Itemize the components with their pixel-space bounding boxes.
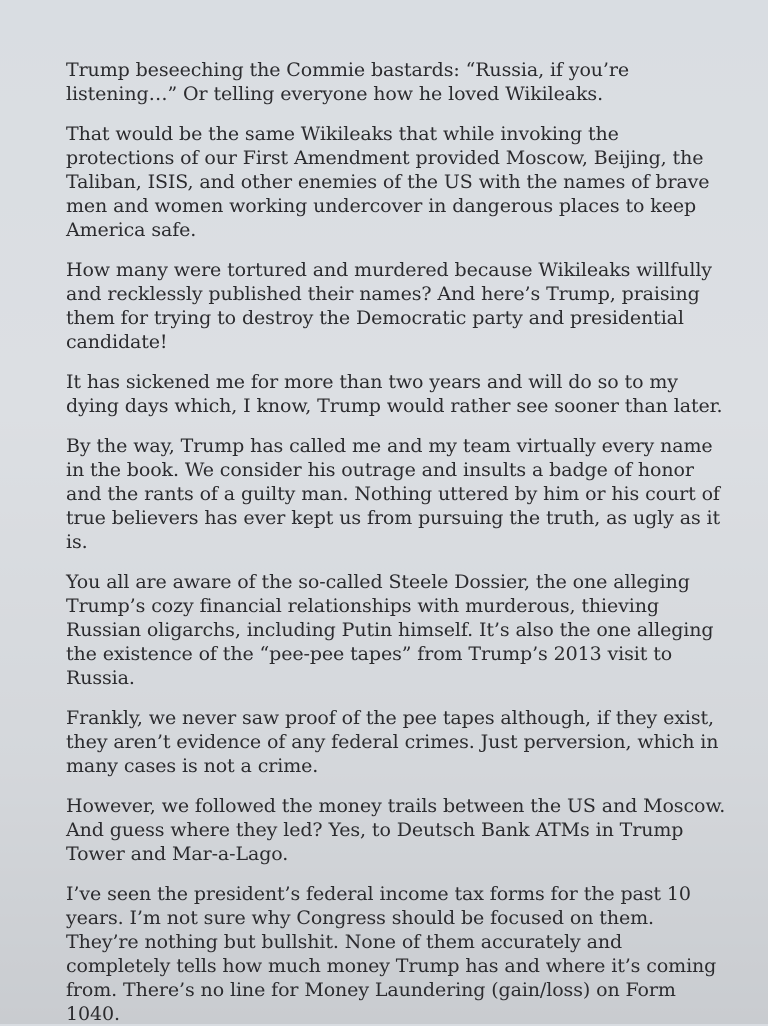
paragraph-1: Trump beseeching the Commie bastards: “Russia, if you’re listening…” Or telling everyone how he loved Wikileaks.: [66, 59, 629, 105]
paragraph-9: I’ve seen the president’s federal income tax forms for the past 10 years. I’m not sure why Congress should be focused on them. They’re nothing but bullshit. None of them accurately and completely tells how much money Trump has and where it’s coming from. There’s no line for Money Laundering (gain/loss) on Form 1040.: [66, 883, 717, 1025]
paragraph-2: That would be the same Wikileaks that while invoking the protections of our First Amendment provided Moscow, Beijing, the Taliban, ISIS, and other enemies of the US with the names of brave men and women working undercover in dangerous places to keep America safe.: [66, 123, 710, 241]
paragraph-3: How many were tortured and murdered because Wikileaks willfully and recklessly published their names? And here’s Trump, praising them for trying to destroy the Democratic party and presidential candidate!: [66, 259, 712, 353]
paragraph-8: However, we followed the money trails between the US and Moscow. And guess where they led? Yes, to Deutsch Bank ATMs in Trump Tower and Mar-a-Lago.: [66, 795, 726, 865]
paragraph-5: By the way, Trump has called me and my team virtually every name in the book. We consider his outrage and insults a badge of honor and the rants of a guilty man. Nothing uttered by him or his court of true believers has ever kept us from pursuing the truth, as ugly as it is.: [66, 435, 721, 553]
paragraph-6: You all are aware of the so-called Steele Dossier, the one alleging Trump’s cozy financial relationships with murderous, thieving Russian oligarchs, including Putin himself. It’s also the one alleging the existence of the “pee-pee tapes” from Trump’s 2013 visit to Russia.: [66, 571, 714, 689]
paragraph-4: It has sickened me for more than two years and will do so to my dying days which, I know, Trump would rather see sooner than later.: [66, 371, 723, 417]
paragraph-7: Frankly, we never saw proof of the pee tapes although, if they exist, they aren’t evidence of any federal crimes. Just perversion, which in many cases is not a crime.: [66, 707, 719, 777]
